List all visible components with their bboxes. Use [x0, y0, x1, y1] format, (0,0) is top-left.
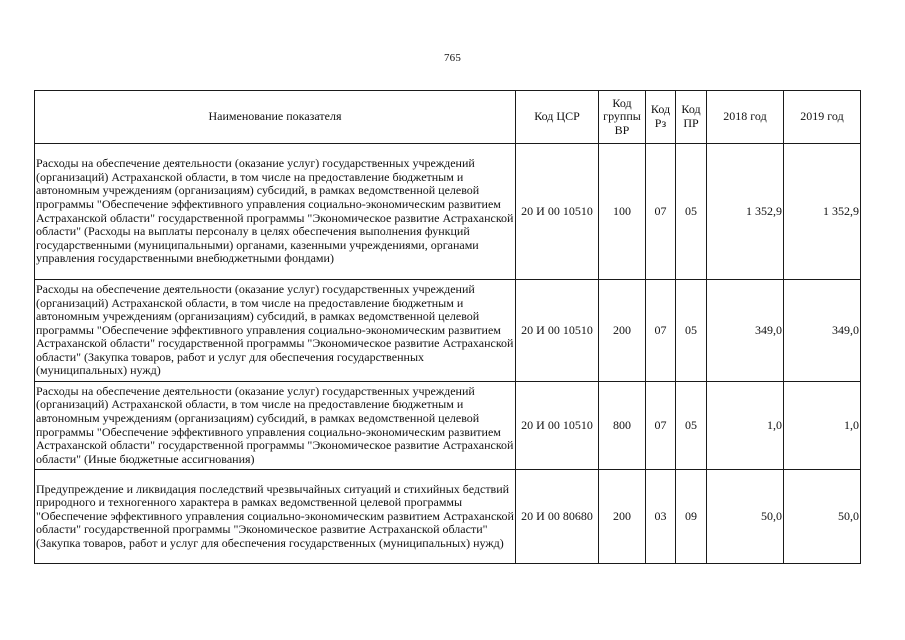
row-pr-cell: 05 [676, 280, 707, 382]
row-pr-cell: 09 [676, 470, 707, 564]
row-2018-cell: 50,0 [707, 470, 784, 564]
table-row [35, 280, 861, 382]
row-csr-cell: 20 И 00 10510 [516, 382, 599, 470]
row-vr-cell: 200 [599, 280, 646, 382]
header-2019: 2019 год [784, 91, 861, 144]
row-rz-cell: 07 [646, 280, 676, 382]
budget-table [34, 90, 861, 564]
table-row [35, 470, 861, 564]
page-number: 765 [443, 52, 462, 64]
header-vr: Код группы ВР [599, 91, 646, 144]
row-pr-cell: 05 [676, 144, 707, 280]
header-name: Наименование показателя [35, 91, 516, 144]
row-rz-cell: 07 [646, 144, 676, 280]
row-2019-cell: 50,0 [784, 470, 861, 564]
row-name-cell: Расходы на обеспечение деятельности (оказание услуг) государственных учреждений (организаций) Астраханской области, в том числе на предоставление бюджетным и автономным учреждениям (организациям) субсидий, в рамках ведомственной целевой программы "Обеспечение эффективного управления социально-экономическим развитием Астраханской области" государственной программы "Экономическое развитие Астраханской области" (Иные бюджетные ассигнования) [35, 382, 516, 470]
table-row [35, 382, 861, 470]
header-csr: Код ЦСР [516, 91, 599, 144]
row-csr-cell: 20 И 00 10510 [516, 144, 599, 280]
row-2019-cell: 1,0 [784, 382, 861, 470]
row-rz-cell: 03 [646, 470, 676, 564]
row-name-cell: Расходы на обеспечение деятельности (оказание услуг) государственных учреждений (организаций) Астраханской области, в том числе на предоставление бюджетным и автономным учреждениям (организациям) субсидий, в рамках ведомственной целевой программы "Обеспечение эффективного управления социально-экономическим развитием Астраханской области" государственной программы "Экономическое развитие Астраханской области" (Закупка товаров, работ и услуг для обеспечения государственных (муниципальных) нужд) [35, 280, 516, 382]
row-csr-cell: 20 И 00 10510 [516, 280, 599, 382]
row-vr-cell: 800 [599, 382, 646, 470]
row-2019-cell: 349,0 [784, 280, 861, 382]
header-pr: Код ПР [676, 91, 707, 144]
row-2018-cell: 1,0 [707, 382, 784, 470]
table-header-row [35, 91, 861, 144]
row-name-cell: Предупреждение и ликвидация последствий чрезвычайных ситуаций и стихийных бедствий природного и техногенного характера в рамках ведомственной целевой программы "Обеспечение эффективного управления социально-экономическим развитием Астраханской области" государственной программы "Экономическое развитие Астраханской области" (Закупка товаров, работ и услуг для обеспечения государственных (муниципальных) нужд) [35, 470, 516, 564]
row-csr-cell: 20 И 00 80680 [516, 470, 599, 564]
row-pr-cell: 05 [676, 382, 707, 470]
table-row [35, 144, 861, 280]
header-rz: Код Рз [646, 91, 676, 144]
row-2019-cell: 1 352,9 [784, 144, 861, 280]
header-2018: 2018 год [707, 91, 784, 144]
row-rz-cell: 07 [646, 382, 676, 470]
row-vr-cell: 200 [599, 470, 646, 564]
row-vr-cell: 100 [599, 144, 646, 280]
row-2018-cell: 349,0 [707, 280, 784, 382]
row-2018-cell: 1 352,9 [707, 144, 784, 280]
row-name-cell: Расходы на обеспечение деятельности (оказание услуг) государственных учреждений (организаций) Астраханской области, в том числе на предоставление бюджетным и автономным учреждениям (организациям) субсидий, в рамках ведомственной целевой программы "Обеспечение эффективного управления социально-экономическим развитием Астраханской области" государственной программы "Экономическое развитие Астраханской области" (Расходы на выплаты персоналу в целях обеспечения выполнения функций государственными (муниципальными) органами, казенными учреждениями, органами управления государственными внебюджетными фондами) [35, 144, 516, 280]
